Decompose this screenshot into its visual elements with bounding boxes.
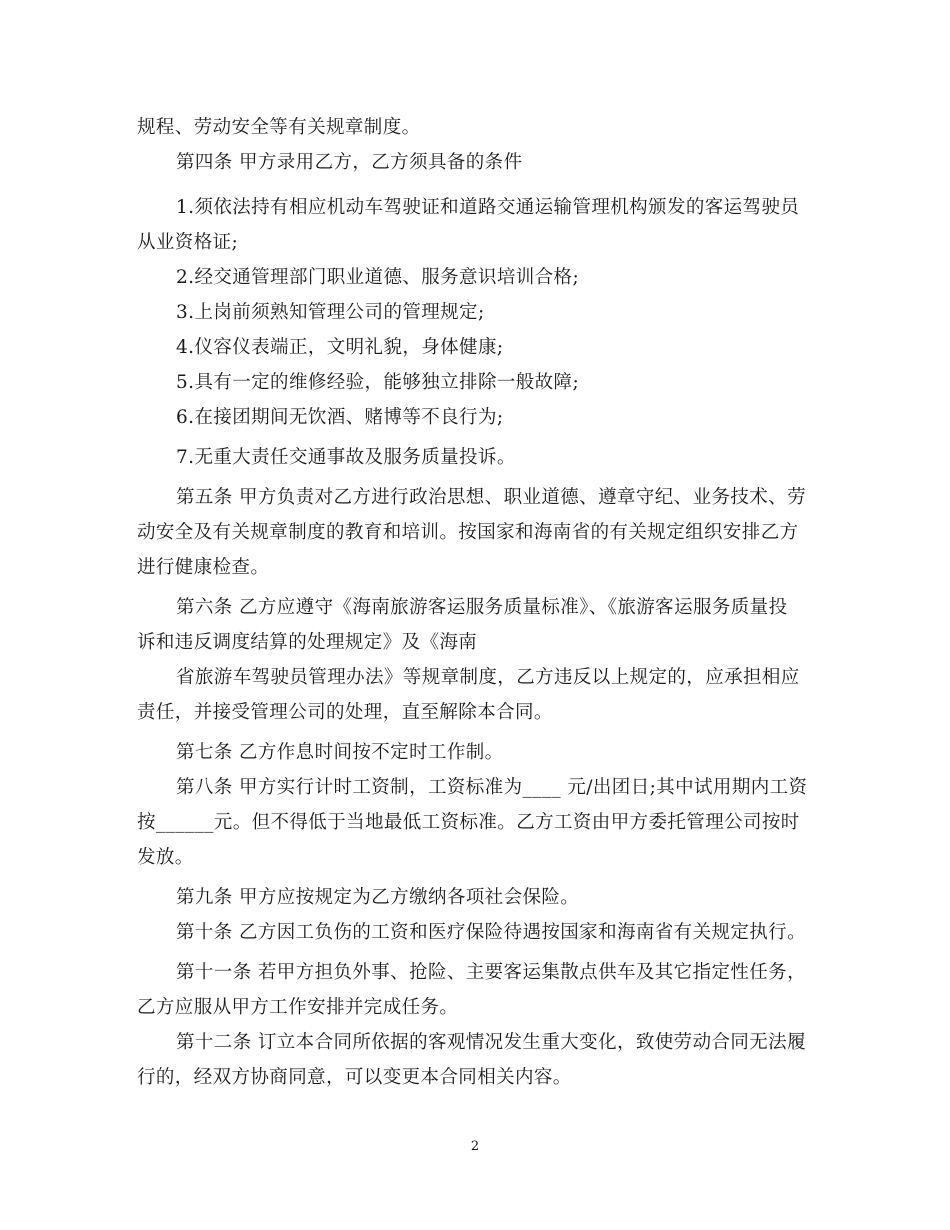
text-line: 7.无重大责任交通事故及服务质量投诉。 (176, 447, 516, 468)
text-line: 动安全及有关规章制度的教育和培训。按国家和海南省的有关规定组织安排乙方 (137, 522, 799, 543)
text-line: 第七条 乙方作息时间按不定时工作制。 (176, 742, 504, 763)
text-line: 4.仪容仪表端正，文明礼貌，身体健康; (176, 337, 504, 358)
text-line: 第八条 甲方实行计时工资制，工资标准为____ 元/出团日;其中试用期内工资 (176, 777, 808, 798)
text-line: 乙方应服从甲方工作安排并完成任务。 (137, 997, 459, 1018)
text-line: 第五条 甲方负责对乙方进行政治思想、职业道德、遵章守纪、业务技术、劳 (176, 487, 806, 508)
text-line: 第十一条 若甲方担负外事、抢险、主要客运集散点供车及其它指定性任务， (176, 962, 806, 983)
text-line: 从业资格证; (137, 232, 239, 253)
text-line: 发放。 (137, 847, 194, 868)
text-line: 规程、劳动安全等有关规章制度。 (137, 117, 421, 138)
text-line: 6.在接团期间无饮酒、赌博等不良行为; (176, 407, 504, 428)
page-number: 2 (470, 1139, 480, 1154)
text-line: 第四条 甲方录用乙方，乙方须具备的条件 (176, 152, 523, 173)
text-line: 5.具有一定的维修经验，能够独立排除一般故障; (176, 372, 580, 393)
text-line: 3.上岗前须熟知管理公司的管理规定; (176, 302, 485, 323)
text-line: 进行健康检查。 (137, 557, 270, 578)
text-line: 2.经交通管理部门职业道德、服务意识培训合格; (176, 267, 580, 288)
text-line: 诉和违反调度结算的处理规定》及《海南 (137, 632, 478, 653)
text-line: 省旅游车驾驶员管理办法》等规章制度，乙方违反以上规定的，应承担相应 (176, 667, 800, 688)
text-line: 第十二条 订立本合同所依据的客观情况发生重大变化，致使劳动合同无法履 (176, 1032, 806, 1053)
text-line: 第六条 乙方应遵守《海南旅游客运服务质量标准》、《旅游客运服务质量投 (176, 597, 788, 618)
text-line: 1.须依法持有相应机动车驾驶证和道路交通运输管理机构颁发的客运驾驶员 (176, 197, 800, 218)
text-line: 行的，经双方协商同意，可以变更本合同相关内容。 (137, 1067, 572, 1088)
text-line: 责任，并接受管理公司的处理，直至解除本合同。 (137, 702, 553, 723)
text-line: 第十条 乙方因工负伤的工资和医疗保险待遇按国家和海南省有关规定执行。 (176, 922, 806, 943)
text-line: 按______元。但不得低于当地最低工资标准。乙方工资由甲方委托管理公司按时 (137, 812, 800, 833)
text-line: 第九条 甲方应按规定为乙方缴纳各项社会保险。 (176, 887, 580, 908)
